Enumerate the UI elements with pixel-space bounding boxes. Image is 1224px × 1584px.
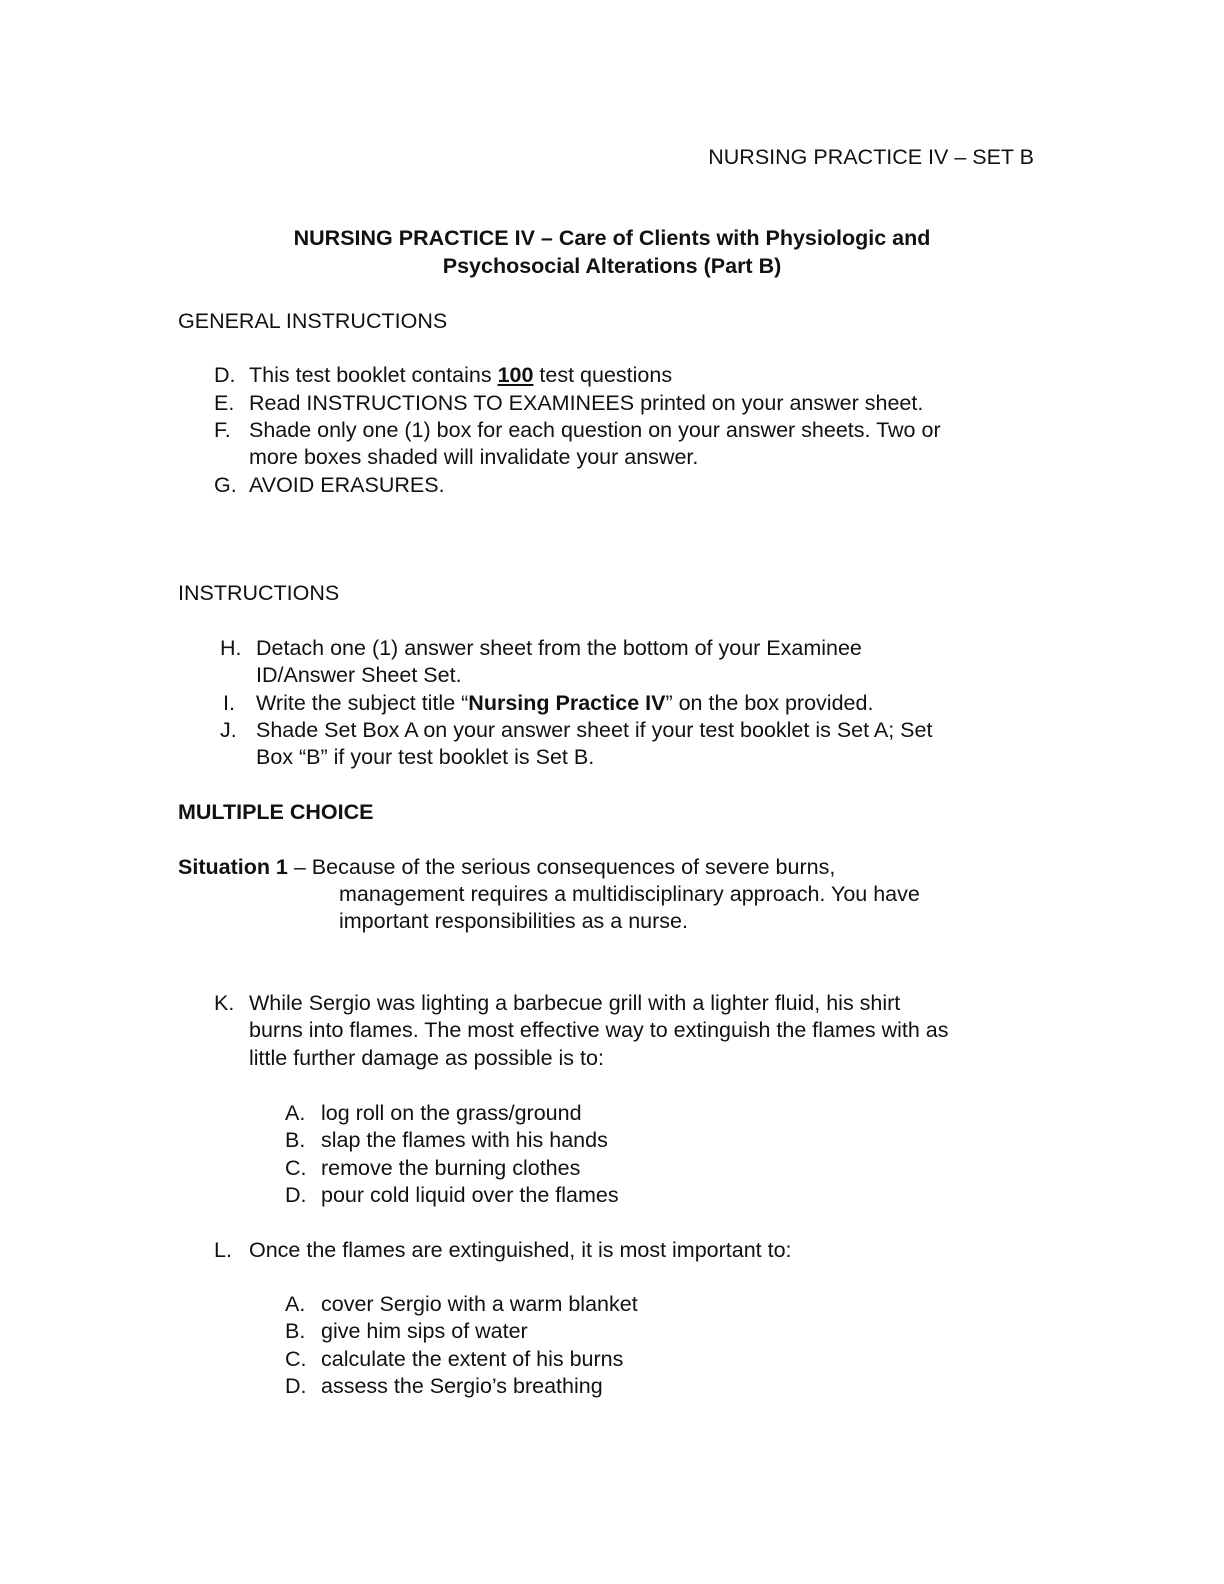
choice-letter: B.	[285, 1128, 306, 1152]
list-item-text: more boxes shaded will invalidate your answer.	[249, 445, 699, 469]
instructions-heading: INSTRUCTIONS	[178, 581, 340, 605]
choice-text: cover Sergio with a warm blanket	[321, 1292, 638, 1316]
choice-text: give him sips of water	[321, 1319, 528, 1343]
question-letter: K.	[214, 991, 235, 1015]
choice-letter: D.	[285, 1183, 307, 1207]
list-item-text: Write the subject title “Nursing Practice IV” on the box provided.	[256, 691, 874, 715]
list-item-letter: G.	[214, 473, 237, 497]
choice-text: remove the burning clothes	[321, 1156, 581, 1180]
question-text: little further damage as possible is to:	[249, 1046, 604, 1070]
situation-line1: Situation 1 – Because of the serious consequences of severe burns,	[178, 855, 836, 879]
list-item-text: Detach one (1) answer sheet from the bottom of your Examinee	[256, 636, 862, 660]
subject-title: Nursing Practice IV	[468, 691, 666, 715]
choice-text: assess the Sergio’s breathing	[321, 1374, 603, 1398]
list-item-text: This test booklet contains 100 test questions	[249, 363, 673, 387]
choice-letter: B.	[285, 1319, 306, 1343]
list-item-letter: F.	[214, 418, 231, 442]
situation-line2: management requires a multidisciplinary approach. You have	[339, 882, 920, 906]
choice-letter: C.	[285, 1156, 307, 1180]
question-text: Once the flames are extinguished, it is most important to:	[249, 1238, 792, 1262]
list-item-letter: E.	[214, 391, 235, 415]
document-title-line1: NURSING PRACTICE IV – Care of Clients with Physiologic and	[293, 226, 931, 250]
choice-letter: A.	[285, 1292, 306, 1316]
multiple-choice-heading: MULTIPLE CHOICE	[178, 800, 374, 824]
choice-letter: D.	[285, 1374, 307, 1398]
question-text: While Sergio was lighting a barbecue grill with a lighter fluid, his shirt	[249, 991, 901, 1015]
list-item-text: ID/Answer Sheet Set.	[256, 663, 462, 687]
choice-letter: C.	[285, 1347, 307, 1371]
situation-line3: important responsibilities as a nurse.	[339, 909, 688, 933]
choice-text: slap the flames with his hands	[321, 1128, 608, 1152]
choice-text: pour cold liquid over the flames	[321, 1183, 619, 1207]
question-count: 100	[497, 363, 534, 387]
question-text: burns into flames. The most effective way to extinguish the flames with as	[249, 1018, 949, 1042]
list-item-text: Read INSTRUCTIONS TO EXAMINEES printed on your answer sheet.	[249, 391, 924, 415]
general-instructions-heading: GENERAL INSTRUCTIONS	[178, 309, 448, 333]
list-item-letter: J.	[220, 718, 237, 742]
situation-label: Situation 1	[178, 855, 288, 879]
list-item-text: Shade Set Box A on your answer sheet if your test booklet is Set A; Set	[256, 718, 933, 742]
page-header: NURSING PRACTICE IV – SET B	[708, 145, 1034, 169]
list-item-letter: D.	[214, 363, 236, 387]
list-item-text: Shade only one (1) box for each question on your answer sheets. Two or	[249, 418, 941, 442]
choice-text: log roll on the grass/ground	[321, 1101, 582, 1125]
list-item-text: Box “B” if your test booklet is Set B.	[256, 745, 595, 769]
list-item-letter: I.	[223, 691, 235, 715]
list-item-text: AVOID ERASURES.	[249, 473, 445, 497]
document-title-line2: Psychosocial Alterations (Part B)	[442, 254, 782, 278]
choice-text: calculate the extent of his burns	[321, 1347, 624, 1371]
choice-letter: A.	[285, 1101, 306, 1125]
question-letter: L.	[214, 1238, 232, 1262]
list-item-letter: H.	[220, 636, 242, 660]
